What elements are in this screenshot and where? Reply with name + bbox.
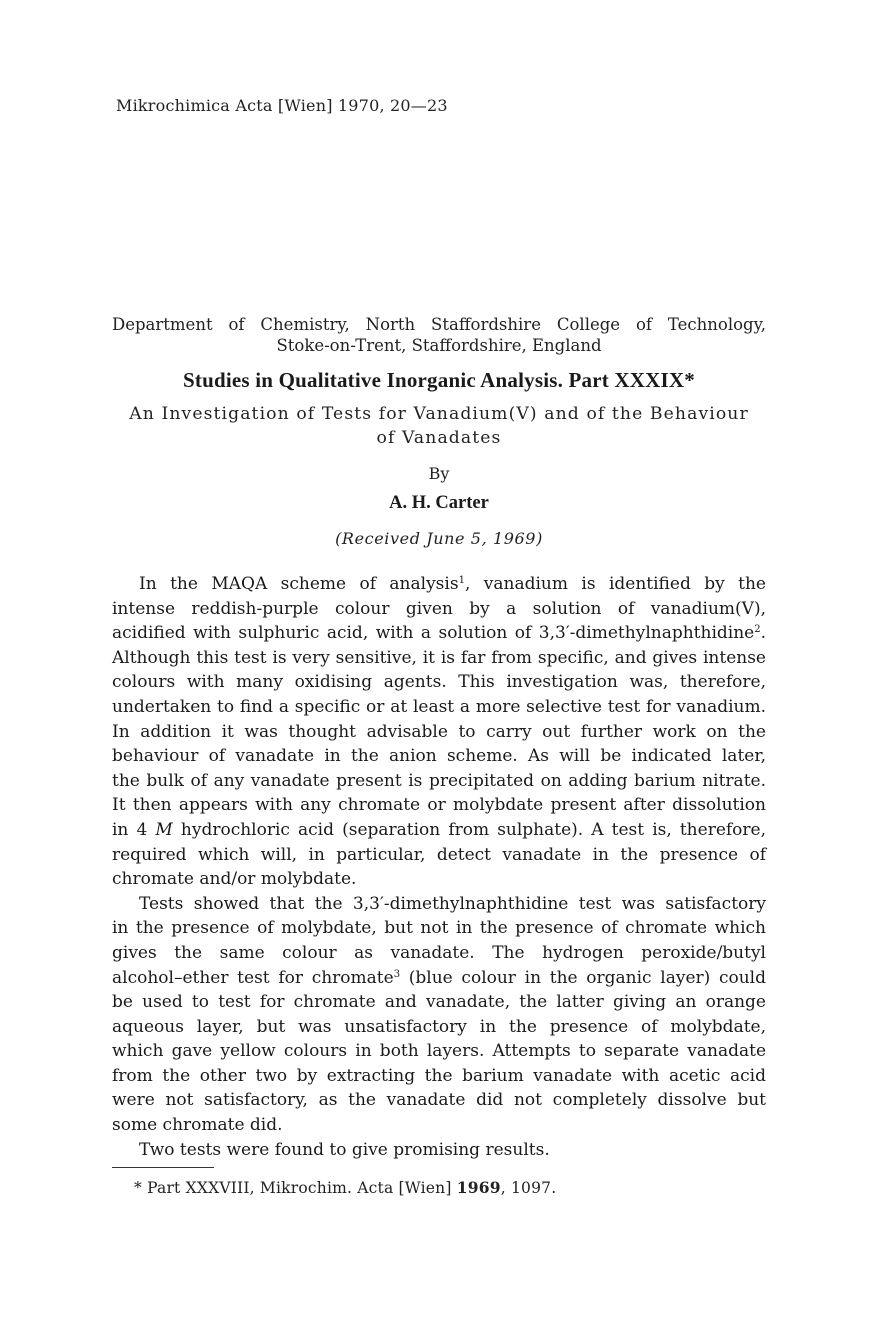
text-line: intense reddish-purple colour given by a solution of vanadium(V), — [112, 598, 766, 619]
text-line: Although this test is very sensitive, it is far from specific, and gives intense — [112, 647, 766, 668]
text-line: in the presence of molybdate, but not in the presence of chromate which — [112, 918, 766, 939]
text-line: some chromate did. — [112, 1115, 283, 1136]
paragraph-2 — [112, 892, 766, 1138]
reference-superscript: 1 — [458, 575, 465, 586]
text-line: the bulk of any vanadate present is precipitated on adding barium nitrate. — [112, 770, 766, 791]
text-line: chromate and/or molybdate. — [112, 869, 357, 890]
received-date: (Received June 5, 1969) — [335, 529, 543, 548]
article-title: Studies in Qualitative Inorganic Analysis. Part XXXIX* — [183, 368, 695, 392]
text-line: in 4 M hydrochloric acid (separation from sulphate). A test is, therefore, — [112, 819, 766, 840]
article-subtitle — [112, 402, 766, 450]
text-line: It then appears with any chromate or molybdate present after dissolution — [112, 795, 766, 816]
paragraph-1 — [112, 572, 766, 892]
affiliation-line-1: Department of Chemistry, North Staffordshire College of Technology, — [112, 315, 766, 334]
text-line: undertaken to find a specific or at least a more selective test for vanadium. — [112, 696, 766, 717]
text-line: from the other two by extracting the barium vanadate with acetic acid — [112, 1065, 766, 1086]
footnote: * Part XXXVIII, Mikrochim. Acta [Wien] 1969, 1097. — [134, 1178, 557, 1197]
text-line: aqueous layer, but was unsatisfactory in the presence of molybdate, — [112, 1016, 766, 1037]
footnote-rule — [112, 1167, 214, 1168]
text-line: In addition it was thought advisable to carry out further work on the — [112, 721, 766, 742]
text-line: required which will, in particular, detect vanadate in the presence of — [112, 844, 766, 865]
author-name: A. H. Carter — [389, 493, 489, 513]
text-line: behaviour of vanadate in the anion scheme. As will be indicated later, — [112, 746, 766, 767]
text-line: Two tests were found to give promising results. — [139, 1139, 550, 1160]
affiliation-line-2: Stoke-on-Trent, Staffordshire, England — [276, 336, 602, 355]
affiliation — [112, 314, 766, 356]
text-line: gives the same colour as vanadate. The hydrogen peroxide/butyl — [112, 942, 766, 963]
text-line: Tests showed that the 3,3′-dimethylnaphthidine test was satisfactory — [139, 893, 766, 914]
journal-reference: Mikrochimica Acta [Wien] 1970, 20—23 — [116, 96, 448, 115]
reference-superscript: 3 — [393, 968, 401, 980]
text-line: In the MAQA scheme of analysis$^1$, vanadium is identified by the — [139, 574, 766, 594]
molarity-symbol: M — [155, 819, 173, 840]
footnote-year: 1969 — [456, 1178, 501, 1197]
text-line: alcohol–ether test for chromate$^3$ (blue colour in the organic layer) could — [112, 967, 766, 988]
paragraph-3 — [112, 1138, 766, 1163]
byline-by: By — [428, 464, 450, 483]
text-line: be used to test for chromate and vanadate, the latter giving an orange — [112, 992, 766, 1013]
article-body — [112, 572, 766, 1162]
text-line: acidified with sulphuric acid, with a solution of 3,3′-dimethylnaphthidine$^2$. — [112, 623, 766, 644]
text-line: colours with many oxidising agents. This investigation was, therefore, — [112, 672, 766, 693]
text-line: which gave yellow colours in both layers. Attempts to separate vanadate — [112, 1041, 766, 1062]
subtitle-line-2: of Vanadates — [376, 428, 502, 448]
reference-superscript: 2 — [754, 624, 761, 636]
text-line: were not satisfactory, as the vanadate did not completely dissolve but — [112, 1090, 766, 1111]
subtitle-line-1: An Investigation of Tests for Vanadium(V) and of the Behaviour — [129, 404, 749, 424]
